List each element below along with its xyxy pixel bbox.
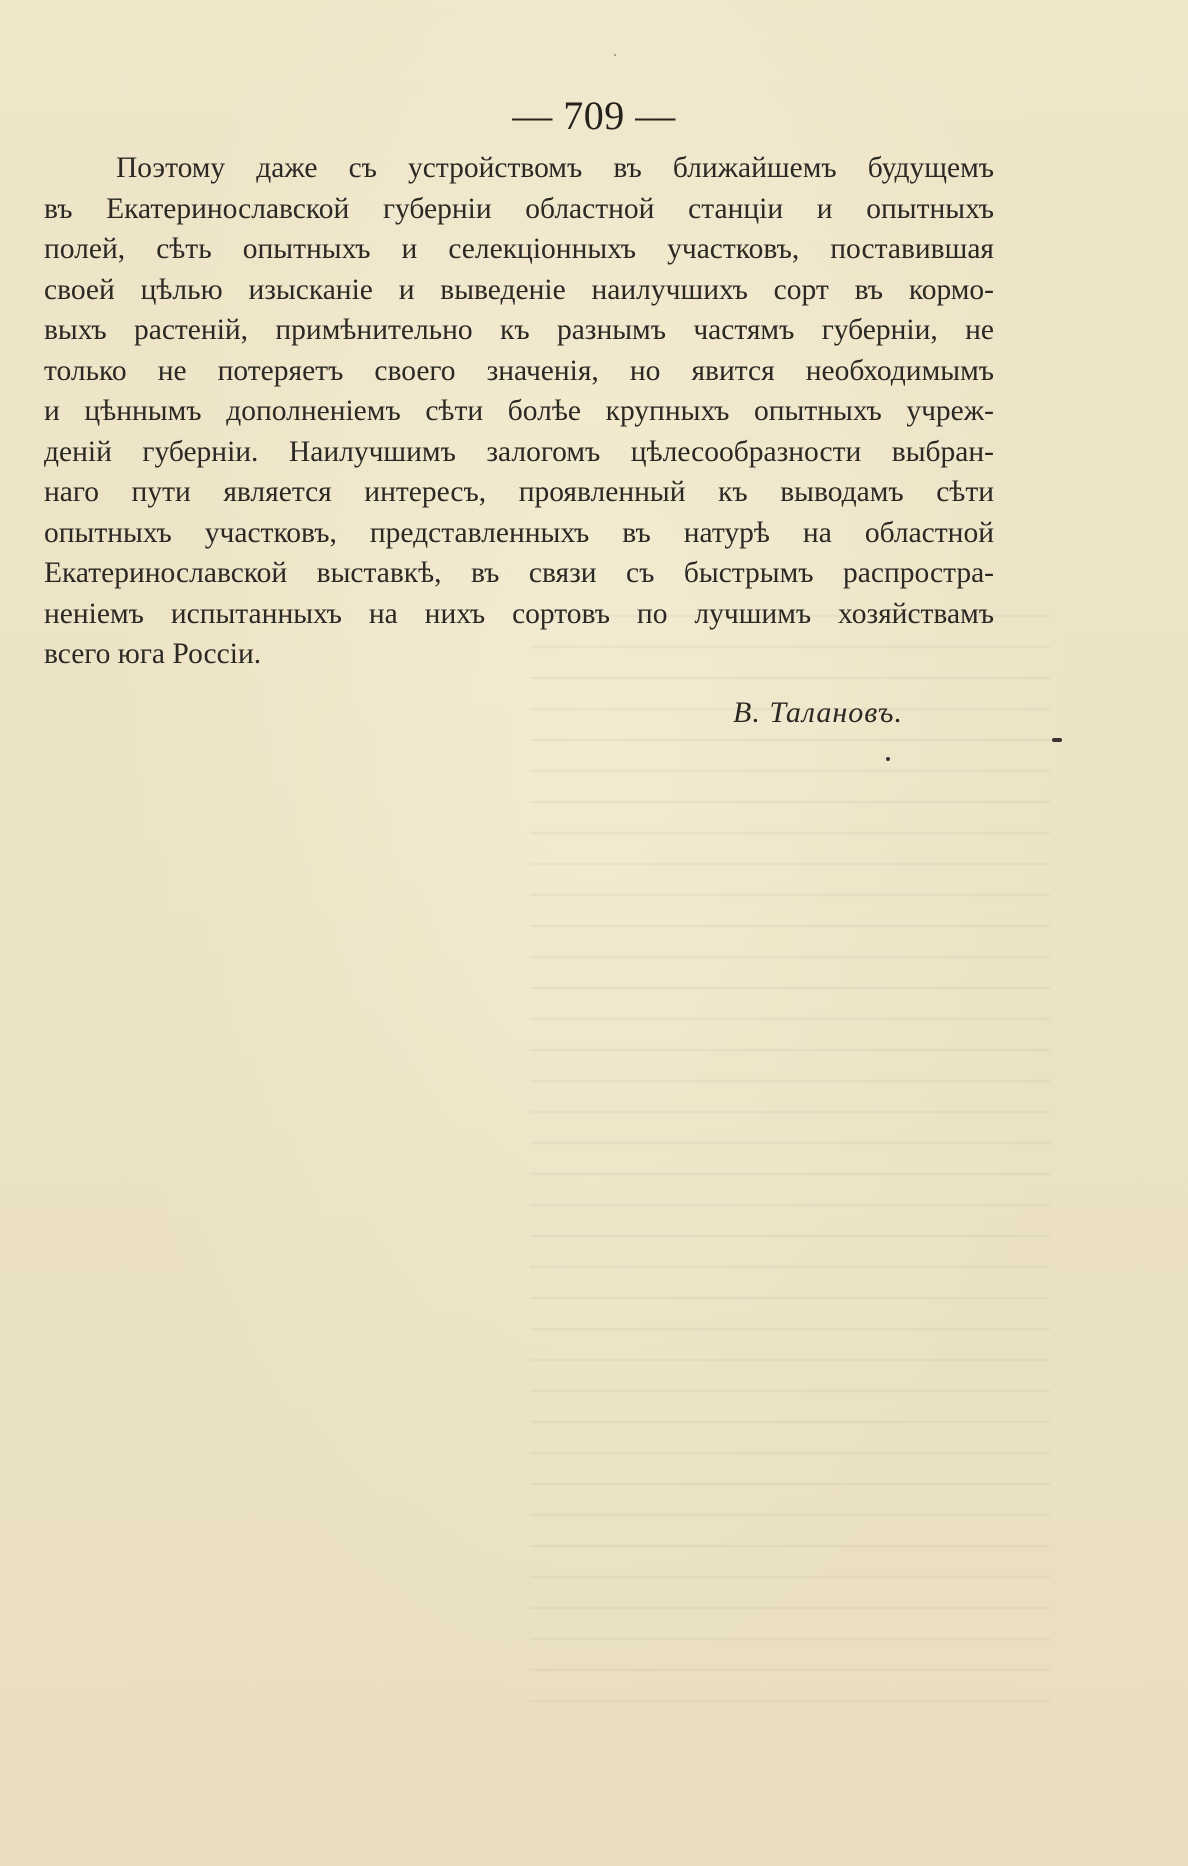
edge-mark [1052,738,1062,742]
text-line: деній губерніи. Наилучшимъ залогомъ цѣлесообразности выбран- [44,435,994,468]
ink-speck [614,54,616,56]
text-line: только не потеряетъ своего значенія, но явится необходимымъ [44,354,994,387]
page-number: — 709 — [512,93,676,138]
text-line: всего юга Россіи. [44,638,262,670]
text-line: опытныхъ участковъ, представленныхъ въ натурѣ на областной [44,516,994,549]
text-line: полей, сѣть опытныхъ и селекціонныхъ участковъ, поставившая [44,233,994,265]
text-line: неніемъ испытанныхъ на нихъ сортовъ по лучшимъ хозяйствамъ [44,597,994,630]
text-line: наго пути является интересъ, проявленный къ выводамъ сѣти [44,476,994,508]
reverse-side-show-through [530,615,1050,1715]
text-line: своей цѣлью изысканіе и выведеніе наилучшихъ сорт въ кормо- [44,273,994,306]
text-line: и цѣннымъ дополненіемъ сѣти болѣе крупныхъ опытныхъ учреж- [44,395,994,427]
ink-speck [886,757,890,761]
text-line: Екатеринославской выставкѣ, въ связи съ быстрымъ распростра- [44,557,994,589]
text-line: въ Екатеринославской губерніи областной станціи и опытныхъ [44,192,994,225]
text-line: Поэтому даже съ устройствомъ въ ближайшемъ будущемъ [116,152,994,184]
text-line: выхъ растеній, примѣнительно къ разнымъ частямъ губерніи, не [44,314,994,346]
body-paragraph [44,148,994,675]
author-signature: В. Талановъ. [733,696,903,729]
